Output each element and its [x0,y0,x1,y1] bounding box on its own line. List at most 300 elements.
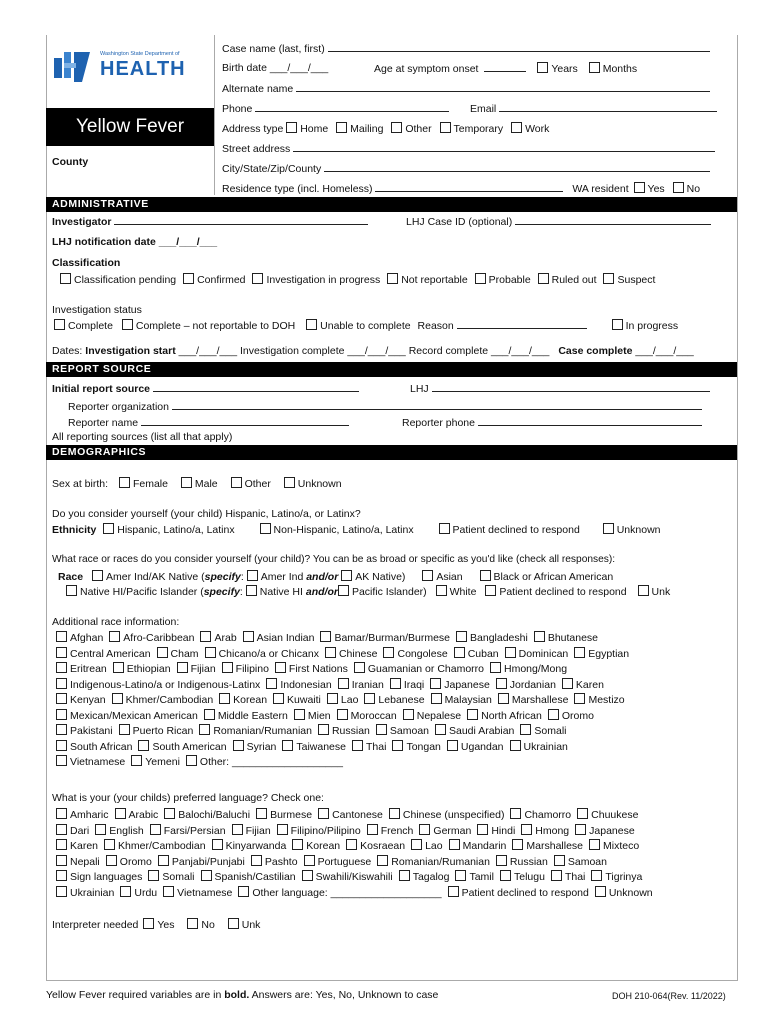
lang-checkbox[interactable] [256,808,267,819]
race-option-label: Indigenous-Latino/a or Indigenous-Latinx [70,678,261,691]
lang-option-label: Kosraean [360,840,406,852]
race-checkbox[interactable] [275,662,286,673]
sex-male-label: Male [194,478,218,490]
lang-option-label: Tagalog [412,871,450,883]
lang-checkbox[interactable] [449,839,460,850]
status-inprogress-checkbox[interactable] [612,319,623,330]
lang-option-label: Mixteco [603,840,640,852]
months-checkbox[interactable] [589,62,600,73]
reporter-org-label: Reporter organization [68,401,169,413]
lang-checkbox[interactable] [318,808,329,819]
lhj-case-field[interactable] [515,215,711,225]
race-checkbox[interactable] [204,709,215,720]
lang-checkbox[interactable] [56,870,67,881]
race-option-label: Central American [70,647,151,660]
inv-start-date[interactable]: ___/___/___ [178,345,238,357]
race-checkbox[interactable] [131,755,142,766]
lang-checkbox[interactable] [164,808,175,819]
race-label: Race [58,571,84,583]
age-onset-field[interactable] [484,62,526,72]
temporary-checkbox[interactable] [440,122,451,133]
lang-checkbox[interactable] [589,839,600,850]
race-option-label: Mestizo [588,694,625,706]
lang-checkbox[interactable] [367,824,378,835]
residence-field[interactable] [375,182,563,192]
lang-row [56,870,642,883]
lhj-notification-date[interactable]: LHJ notification date ___/___/___ [52,236,218,248]
lang-option-label: Romanian/Rumanian [391,855,490,868]
race-checkbox[interactable] [113,662,124,673]
lang-option-label: Hindi [491,824,516,837]
class-probable-checkbox[interactable] [475,273,486,284]
work-checkbox[interactable] [511,122,522,133]
sex-label: Sex at birth: [52,478,109,490]
race-black-label: Black or African American [493,571,614,583]
race-checkbox[interactable] [56,693,67,704]
lang-option-label: Burmese [270,809,313,821]
reporter-name-label: Reporter name [68,417,139,429]
race-option-label: Ugandan [460,740,504,753]
sex-other-label: Other [244,478,271,490]
lang-option-label: Filipino/Pilipino [290,824,361,837]
wa-resident-label: WA resident [572,183,629,195]
race-option-label: Middle Eastern [217,709,288,722]
race-checkbox[interactable] [376,724,387,735]
race-checkbox[interactable] [338,678,349,689]
race-checkbox[interactable] [337,709,348,720]
race-checkbox[interactable] [510,740,521,751]
lang-option-label: Karen [70,840,99,852]
age-onset-label: Age at symptom onset [374,63,479,75]
race-option-label: South African [70,740,133,753]
race-unk-checkbox[interactable] [638,585,649,596]
lang-option-label: Vietnamese [177,886,233,899]
race-checkbox[interactable] [562,678,573,689]
race-checkbox[interactable] [205,647,216,658]
race-checkbox[interactable] [534,631,545,642]
status-unable-checkbox[interactable] [306,319,317,330]
status-complete-ndoh-label: Complete – not reportable to DOH [135,320,296,332]
race-option-label: Malaysian [444,694,492,706]
race-checkbox[interactable] [282,740,293,751]
lang-checkbox[interactable] [512,839,523,850]
race-row [56,647,629,660]
race-checkbox[interactable] [430,678,441,689]
race-white-label: White [449,586,477,598]
reporter-phone-field[interactable] [478,416,702,426]
lang-option-label: French [380,824,414,837]
race-checkbox[interactable] [243,631,254,642]
lang-checkbox[interactable] [56,855,67,866]
case-complete-date[interactable]: ___/___/___ [635,345,694,357]
eth-nonhispanic-checkbox[interactable] [260,523,271,534]
lang-checkbox[interactable] [411,839,422,850]
other-address-checkbox[interactable] [391,122,402,133]
race-checkbox[interactable] [56,709,67,720]
report-lhj-field[interactable] [432,382,710,392]
lang-checkbox[interactable] [477,824,488,835]
race-option-label: Guamanian or Chamorro [367,663,484,675]
race-option-label: Lao [340,694,359,706]
race-checkbox[interactable] [119,724,130,735]
lang-checkbox[interactable] [148,870,159,881]
street-field[interactable] [293,142,715,152]
race-option-label: Oromo [561,709,594,722]
years-checkbox[interactable] [537,62,548,73]
race-option-label: Asian Indian [256,632,315,644]
demographics-section-header: DEMOGRAPHICS [46,445,737,460]
lang-checkbox[interactable] [302,870,313,881]
wa-no-checkbox[interactable] [673,182,684,193]
race-checkbox[interactable] [352,740,363,751]
race-black-checkbox[interactable] [480,570,491,581]
lang-option-label: Chuukese [591,809,639,821]
race-checkbox[interactable] [266,678,277,689]
lang-checkbox[interactable] [577,808,588,819]
lang-checkbox[interactable] [591,870,602,881]
race-checkbox[interactable] [56,662,67,673]
lang-checkbox[interactable] [448,886,459,897]
home-label: Home [300,123,329,135]
doh-logo-mark-icon [52,50,92,84]
months-label: Months [602,63,638,75]
lang-option-label: Tigrinya [605,871,643,883]
street-label: Street address [222,143,291,155]
city-field[interactable] [324,162,710,172]
race-declined-checkbox[interactable] [485,585,496,596]
race-row [56,724,567,737]
race-checkbox[interactable] [505,647,516,658]
lang-checkbox[interactable] [496,855,507,866]
race-option-label: Ukrainian [523,740,568,753]
lang-checkbox[interactable] [56,886,67,897]
class-confirmed-checkbox[interactable] [183,273,194,284]
investigator-label: Investigator [52,216,112,228]
interp-yes-label: Yes [157,919,175,931]
race-checkbox[interactable] [574,693,585,704]
race-checkbox[interactable] [467,709,478,720]
race-checkbox[interactable] [56,647,67,658]
race-nativehi-label: Native HI [259,586,303,598]
lang-option-label: Arabic [128,809,159,821]
lang-checkbox[interactable] [455,870,466,881]
race-checkbox[interactable] [200,631,211,642]
sex-other-checkbox[interactable] [231,477,242,488]
race-option-label: Korean [233,694,268,706]
lang-option-label: Telugu [513,871,545,883]
race-nhpi-label: Native HI/Pacific Islander ( [80,586,204,598]
interp-unk-label: Unk [241,919,261,931]
race-option-label: Tongan [406,740,441,753]
lang-checkbox[interactable] [212,839,223,850]
race-checkbox[interactable] [431,693,442,704]
lang-checkbox[interactable] [304,855,315,866]
race-option-label: Arab [214,632,237,644]
footer-note [46,989,438,1001]
class-pending-label: Classification pending [74,274,177,286]
hispanic-question: Do you consider yourself (your child) Hispanic, Latino/a, or Latinx? [52,508,361,520]
lang-option-label: Mandarin [462,840,507,852]
lang-option-label: Portuguese [317,855,372,868]
race-checkbox[interactable] [364,693,375,704]
race-checkbox[interactable] [219,693,230,704]
race-checkbox[interactable] [490,662,501,673]
race-checkbox[interactable] [325,647,336,658]
race-checkbox[interactable] [56,678,67,689]
interp-unk-checkbox[interactable] [228,918,239,929]
race-option-label: North African [481,709,542,722]
lang-option-label: Thai [564,871,586,883]
reason-label: Reason [417,320,454,332]
interp-no-checkbox[interactable] [187,918,198,929]
case-name-field[interactable] [328,42,710,52]
andor-label: and/or [306,571,339,583]
race-option-label: Congolese [397,647,448,660]
lang-option-label: Chinese (unspecified) [402,809,505,821]
email-field[interactable] [499,102,717,112]
wa-no-label: No [686,183,701,195]
lang-option-label: Patient declined to respond [461,886,589,899]
class-probable-label: Probable [488,274,531,286]
wa-yes-label: Yes [647,183,665,195]
race-checkbox[interactable] [327,693,338,704]
inv-complete-date[interactable]: ___/___/___ [347,345,406,357]
lang-checkbox[interactable] [56,839,67,850]
lang-checkbox[interactable] [500,870,511,881]
race-option-label: Nepalese [416,709,462,722]
race-checkbox[interactable] [56,740,67,751]
status-inprogress-label: In progress [625,320,679,332]
lang-checkbox[interactable] [238,886,249,897]
lang-checkbox[interactable] [104,839,115,850]
lang-checkbox[interactable] [120,886,131,897]
eth-unknown-label: Unknown [616,524,661,536]
race-pacisl-checkbox[interactable] [338,585,349,596]
mailing-label: Mailing [350,123,384,135]
email-label: Email [470,103,497,115]
status-complete-label: Complete [68,320,113,332]
race-amerind-label: Amer Ind [260,571,304,583]
race-option-label: Chinese [338,647,378,660]
record-complete-label: Record complete [408,345,489,357]
race-checkbox[interactable] [294,709,305,720]
birth-date-field[interactable]: Birth date ___/___/___ [222,62,329,74]
phone-label: Phone [222,103,253,115]
investigation-status-label: Investigation status [52,304,142,316]
lang-checkbox[interactable] [554,855,565,866]
race-checkbox[interactable] [56,755,67,766]
race-asian-checkbox[interactable] [422,570,433,581]
race-checkbox[interactable] [273,693,284,704]
race-checkbox[interactable] [456,631,467,642]
specify-label: specify [204,571,241,583]
class-inprogress-checkbox[interactable] [252,273,263,284]
interpreter-label: Interpreter needed [52,919,139,931]
lang-row [56,886,653,899]
race-checkbox[interactable] [233,740,244,751]
sex-unknown-checkbox[interactable] [284,477,295,488]
race-option-label: Mexican/Mexican American [70,709,198,722]
race-aknative-checkbox[interactable] [341,570,352,581]
lang-option-label: Swahili/Kiswahili [315,871,393,883]
eth-hispanic-checkbox[interactable] [103,523,114,534]
record-complete-date[interactable]: ___/___/___ [491,345,550,357]
county-label: County [52,156,89,168]
race-option-label: Chicano/a or Chicanx [218,647,319,660]
class-confirmed-label: Confirmed [197,274,246,286]
lang-option-label: Sign languages [70,871,143,883]
lang-checkbox[interactable] [201,870,212,881]
lang-row [56,855,607,868]
race-checkbox[interactable] [520,724,531,735]
phone-field[interactable] [255,102,449,112]
race-checkbox[interactable] [222,662,233,673]
race-checkbox[interactable] [177,662,188,673]
lang-checkbox[interactable] [277,824,288,835]
lang-checkbox[interactable] [292,839,303,850]
race-amerind-checkbox[interactable] [247,570,258,581]
interpreter-row [52,918,260,931]
eth-declined-checkbox[interactable] [439,523,450,534]
race-checkbox[interactable] [56,724,67,735]
lang-checkbox[interactable] [163,886,174,897]
race-option-label: First Nations [288,663,348,675]
lang-checkbox[interactable] [251,855,262,866]
race-checkbox[interactable] [109,631,120,642]
reporter-org-field[interactable] [172,400,702,410]
lang-checkbox[interactable] [346,839,357,850]
race-checkbox[interactable] [138,740,149,751]
lang-checkbox[interactable] [56,824,67,835]
race-checkbox[interactable] [548,709,559,720]
status-complete-checkbox[interactable] [54,319,65,330]
header-divider [214,35,215,195]
race-white-checkbox[interactable] [436,585,447,596]
lang-checkbox[interactable] [389,808,400,819]
lang-row [56,824,635,837]
race-checkbox[interactable] [392,740,403,751]
race-checkbox[interactable] [498,693,509,704]
race-checkbox[interactable] [496,678,507,689]
race-option-label: Lebanese [378,694,425,706]
lang-checkbox[interactable] [150,824,161,835]
lang-checkbox[interactable] [510,808,521,819]
lang-checkbox[interactable] [399,870,410,881]
race-checkbox[interactable] [403,709,414,720]
lang-option-label: Japanese [589,824,635,837]
interp-yes-checkbox[interactable] [143,918,154,929]
race-option-label: Russian [331,725,370,737]
race-nativehi-checkbox[interactable] [246,585,257,596]
footer-note-post: Answers are: Yes, No, Unknown to case [249,989,439,1001]
temporary-label: Temporary [453,123,504,135]
lang-row [56,808,638,821]
race-checkbox[interactable] [157,647,168,658]
lang-option-label: German [433,824,472,837]
class-notreportable-checkbox[interactable] [387,273,398,284]
lang-checkbox[interactable] [95,824,106,835]
race-option-label: Bangladeshi [470,632,528,644]
logo-small-text: Washington State Department of [100,51,180,57]
class-suspect-checkbox[interactable] [603,273,614,284]
classification-options [60,273,655,286]
lang-option-label: Fijian [245,824,271,837]
lang-checkbox[interactable] [377,855,388,866]
race-option-label: Somali [534,725,567,737]
lang-checkbox[interactable] [595,886,606,897]
lang-checkbox[interactable] [115,808,126,819]
race-checkbox[interactable] [199,724,210,735]
sex-female-checkbox[interactable] [119,477,130,488]
report-lhj-label: LHJ [410,383,429,395]
race-checkbox[interactable] [574,647,585,658]
reporter-name-field[interactable] [141,416,349,426]
mailing-checkbox[interactable] [336,122,347,133]
race-checkbox[interactable] [435,724,446,735]
lang-checkbox[interactable] [158,855,169,866]
lang-checkbox[interactable] [56,808,67,819]
race-option-label: Syrian [246,740,277,753]
alt-name-label: Alternate name [222,83,294,95]
lang-option-label: Farsi/Persian [163,824,226,837]
eth-unknown-checkbox[interactable] [603,523,614,534]
race-option-label: Iraqi [403,678,425,691]
home-checkbox[interactable] [286,122,297,133]
lang-option-label: Lao [425,840,443,852]
lang-checkbox[interactable] [575,824,586,835]
class-inprogress-label: Investigation in progress [266,274,381,286]
investigator-field[interactable] [114,215,368,225]
reason-field[interactable] [457,319,587,329]
race-nhpi-checkbox[interactable] [66,585,77,596]
years-label: Years [551,63,578,75]
race-checkbox[interactable] [56,631,67,642]
race-checkbox[interactable] [354,662,365,673]
race-checkbox[interactable] [186,755,197,766]
lhj-case-label: LHJ Case ID (optional) [406,216,513,228]
sex-male-checkbox[interactable] [181,477,192,488]
race-option-label: Jordanian [509,678,556,691]
lang-checkbox[interactable] [419,824,430,835]
race-option-label: Thai [366,740,387,753]
race-option-label: Marshallese [511,694,569,706]
initial-report-field[interactable] [153,382,359,392]
report-section-header: REPORT SOURCE [46,362,737,377]
race-option-label: Saudi Arabian [449,725,515,737]
alt-name-field[interactable] [296,82,710,92]
race-checkbox[interactable] [390,678,401,689]
race-checkbox[interactable] [112,693,123,704]
race-checkbox[interactable] [383,647,394,658]
race-checkbox[interactable] [454,647,465,658]
race-checkbox[interactable] [318,724,329,735]
lang-checkbox[interactable] [551,870,562,881]
race-option-label: Hmong/Mong [504,663,568,675]
race-checkbox[interactable] [320,631,331,642]
class-pending-checkbox[interactable] [60,273,71,284]
race-aian-checkbox[interactable] [92,570,103,581]
race-checkbox[interactable] [447,740,458,751]
class-notreportable-label: Not reportable [401,274,468,286]
lang-checkbox[interactable] [521,824,532,835]
sex-female-label: Female [132,478,168,490]
wa-yes-checkbox[interactable] [634,182,645,193]
status-complete-ndoh-checkbox[interactable] [122,319,133,330]
lang-option-label: Amharic [70,809,109,821]
class-ruledout-checkbox[interactable] [538,273,549,284]
lang-checkbox[interactable] [106,855,117,866]
lang-checkbox[interactable] [232,824,243,835]
